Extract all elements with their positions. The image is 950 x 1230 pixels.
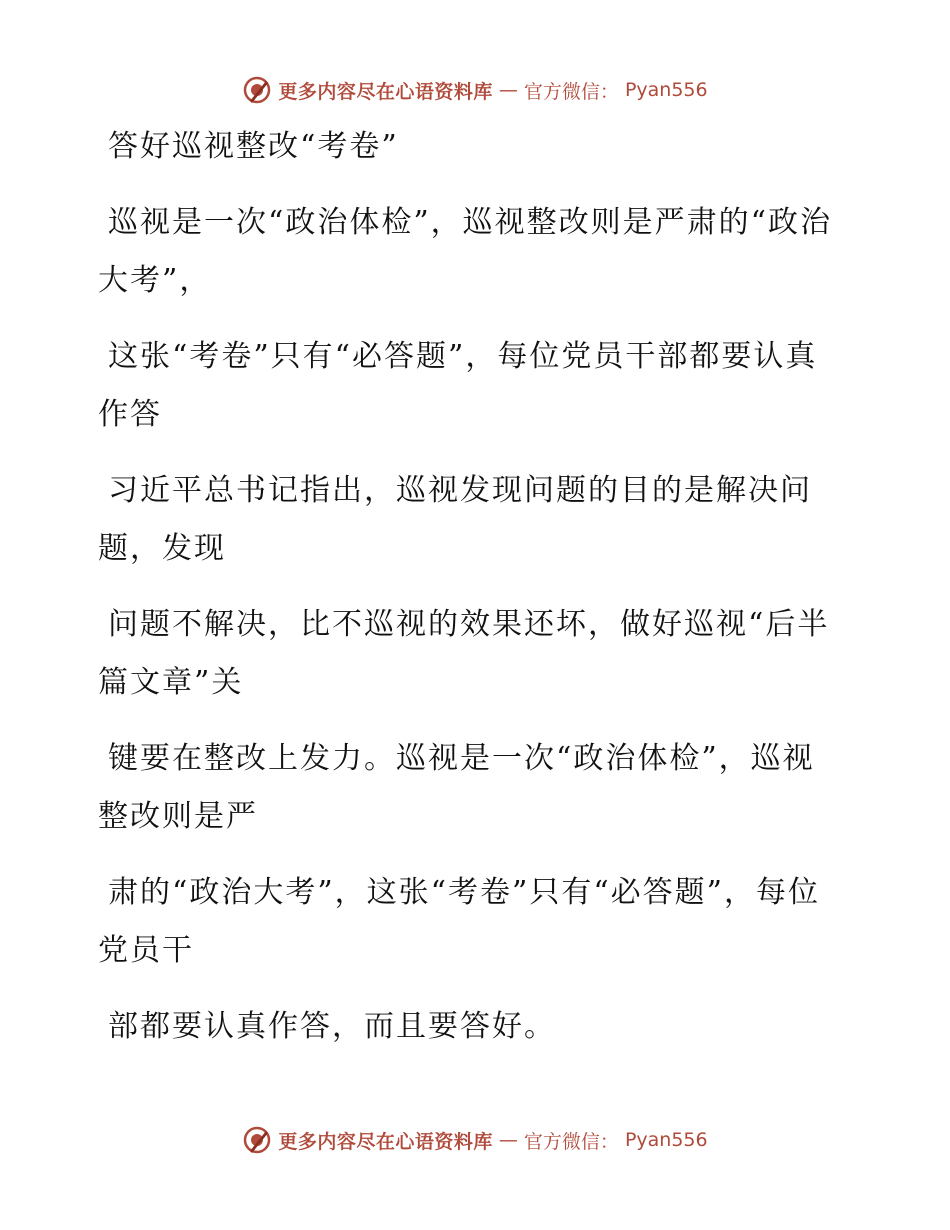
paragraph: 问题不解决，比不巡视的效果还坏，做好巡视“后半篇文章”关 <box>98 607 830 700</box>
watermark-text: 更多内容尽在心语资料库 <box>278 80 493 103</box>
paragraph: 键要在整改上发力。巡视是一次“政治体检”，巡视整改则是严 <box>98 741 815 834</box>
watermark-dash: — <box>498 1129 518 1151</box>
watermark-sub: 官方微信： <box>523 80 619 103</box>
paragraph: 肃的“政治大考”，这张“考卷”只有“必答题”，每位党员干 <box>98 875 821 968</box>
quill-logo-icon <box>242 1125 272 1155</box>
header-watermark <box>0 72 950 108</box>
paragraph: 巡视是一次“政治体检”，巡视整改则是严肃的“政治大考”， <box>98 205 833 298</box>
watermark-dash: — <box>498 79 518 101</box>
paragraph: 习近平总书记指出，巡视发现问题的目的是解决问题，发现 <box>98 473 812 566</box>
watermark-id: Pyan556 <box>624 1129 708 1151</box>
paragraph: 答好巡视整改“考卷” <box>108 129 399 164</box>
watermark-sub: 官方微信： <box>523 1130 619 1153</box>
watermark-text: 更多内容尽在心语资料库 <box>278 1130 493 1153</box>
paragraph: 这张“考卷”只有“必答题”，每位党员干部都要认真作答 <box>98 339 818 432</box>
quill-logo-icon <box>242 75 272 105</box>
document-body <box>98 118 838 1074</box>
paragraph: 部都要认真作答，而且要答好。 <box>108 1009 556 1044</box>
watermark-id: Pyan556 <box>624 79 708 101</box>
footer-watermark <box>0 1122 950 1158</box>
